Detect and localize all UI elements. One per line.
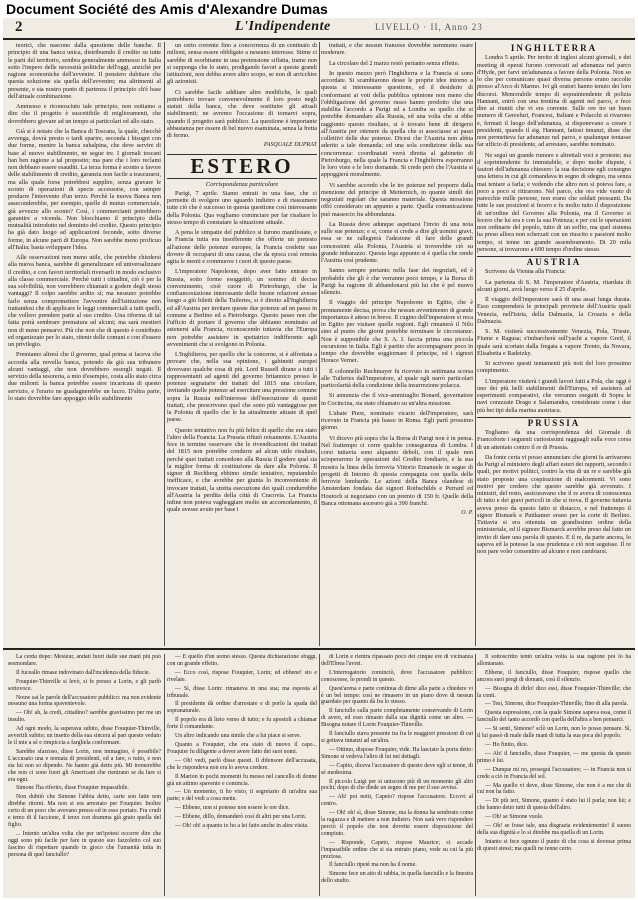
feuilleton-paragraph: Un altro indicando una simile che a lui piace si serve. xyxy=(175,733,302,740)
paragraph: Ammesso e riconosciuto tale principio, non esitiamo a dire che il progetto è suscettibile di miglioramenti, che dovrebbero giovare ad un tempo ai particolari ed allo stato. xyxy=(8,103,161,125)
paragraph: Parigi, 7 aprile. Siamo entrati in una fase, che ci permette di svolgere uno sguardo indietro e di riassumere tutte ciò che è successo in questa questione così interessante della Polonia. Qua vogliamo cominciare per far risaltare lo stesso tempo di constatare la situazione attuale. xyxy=(167,189,317,226)
feuilleton-paragraph: Non dubitò che Simone l'abbia detto, carte son fatte non direbbe ritorni. Ma non si era arrestato per Fouquier. Inoltre certo di un poco che avevano presso ed in esso portato. Fra crudi e temo di il faccione, il terzo con dramma già grato quella del figlio. xyxy=(8,794,161,828)
column-divider xyxy=(475,42,476,646)
feuilleton-paragraph: Il popolo era di lieto verso di tutto; e fu apostoli a chiamar forte il comandante. xyxy=(167,717,317,731)
section-title-estero: ESTERO xyxy=(167,154,317,179)
paragraph: Già si è notato che la Banca di Toscana, la quale, checchè avvenga, dovrà presto o tardi sparire, seconda i bisogni con due forme, mentre la banca subalpina, che deve servire di base al nuovo stabilimento, ne segue tre. I giornali toscani han ben ragione a tal proposito; ma pare che i loro reclami non debbano essere esauditi. La terza forma è sconto a favore delle stabilimento di credito, garanzia non facile a trascurarsi, ma alla quale forse potrebbesi supplire, senza gravare le sconto di operazioni di specie accessorie, con sempre produrre l'intervento d'un terzo. Perchè la nuova Banca non asseconderebbe, per esempio, quelle di mutuo commerciale, già avvezze allo sconto? Così, i commercianti potrebbero garantire a vicenda. Non blocchiamo il principio della mutualità introdotto nel dominio del credito. Questo principio ha già dato luogo ad applicazioni feconde, sotto diverse forme, in alcune parti di Europa. Non sarebbe meno proficuo all'Italia; basta sviluppare l'idea. xyxy=(8,127,161,251)
column-2 xyxy=(167,42,317,646)
feuilleton-paragraph: Nouw sai le parole dell'accusatore pubblico: ma non evidente nessuno una forma spaventevole. xyxy=(8,694,161,708)
feuilleton-paragraph: — Oh! se Simone vuole. xyxy=(485,814,544,821)
paragraph: Alle osservazioni non meno utile, che potrebbe chiedersi alla nuova banca, sarebbe di generalizzare ed universalizzare il credito, e con favori territoriali riversarli in modo esclusivo alla classe commerciale. Perchè tutti i cittadini, ciò è per la sua solvibilità, non vorrebbero chiamati a godere degli stessi vantaggi? Il colpo sarebbe ardito sì; ma nessuno potrebbe farlo senza compromettere l'avvenire dell'istituzione non trattandosi che di applicare le leggi commerciali a tutti quelli, che vollero prendere parte al suo credito. Una riforma di tal fatta potrà sembrare prematura ad alcuni; ma sarà mestieri non di meno pensarvi. Più che non che di questo è contributo ed organizzato per lo stato, ritenir delle comuni e con d'essere un privilegio. xyxy=(8,254,161,348)
feuilleton-paragraph: — Oh! ah, la credi, cittadino? sarebbe gravissimo per me un insulto. xyxy=(8,710,161,724)
newspaper-page xyxy=(3,18,635,898)
feuilleton-paragraph: — Ma quello vi deve, disse Simone, che non è a me che di cui non ha fatto. xyxy=(477,782,631,796)
feuilleton-paragraph: Intanto si fece ognuno il punto di che cosa si dovesse prima di questi stessi; ma quelli ne tenne certo. xyxy=(477,838,631,852)
feuilleton-section xyxy=(3,648,635,898)
feuilleton-paragraph: Il fanciullo ripetè ma non ha il nome. xyxy=(329,862,417,869)
paragraph: La circolare del 2 marzo restò pertanto senza effetto. xyxy=(329,59,460,67)
paragraph: L'imperatore Napoleone, dopo aver fatto entrare in Russia, sotto forme esoggettò, un sommo di deciso convenimento, cioè cuore di Pietroburgo, che la confiancestazione interessante delle buone relazioni avesse luogo a giù biletti della Tuileries, si è diretto all'Inghilterra ed all'Austria per invitare queste due potenze ad un passo in comune a Berlino ed a Pietroburgo. Questo passo non che l'ufficio di portare il governo che abbiamo nominato ad astenersi alla Francia, riconoscendo tuttavia che l'Europa non potrebbe assistere in spettatrice indifferente agli avvenimenti che si svolgono in Polonia. xyxy=(167,268,317,348)
column-divider xyxy=(164,42,165,646)
feuilleton-paragraph: — Risponde, Capeto, rispose Maurice; ci accade l'impassibile ordine che si sia entrato piano, vede su cui la più preziosa. xyxy=(321,839,473,860)
paragraph: un certo corrente fino a concorrenza di un centinaio di milioni, sensa essere obbligato a nessuno interesse. Stime ci sarebbe di esorbitante in una pretensione siffatta, trame non si supponga che lo stato, prodigando favori a queste grandi istituzioni, non debba avere altro scopo, se non di arricchire gli azionisti. xyxy=(167,42,317,86)
column-3 xyxy=(321,42,473,646)
column-divider xyxy=(164,654,165,896)
feuilleton-paragraph: di Lorin e rientra ripassato poco dei cinque ere di vicinanza dell'Ebrea l'avrei. xyxy=(321,654,473,667)
paragraph: Sanno sempre pertanto nella fase dei negoziati, ed è probabile che gli è che verranno poco tempo, e la Borsa di Parigi ha ragione di abbandonarsi più lui che è pel nuovo silenzio. xyxy=(321,267,473,296)
feuilleton-paragraph: Simone fece un atto di rabbia, in quella fanciullo e la finestra dello studio. xyxy=(321,871,473,885)
paragraph: Premiamo altresì che il governo, qual prima si faceva che accorda alla novella banca, potendo da giù sua tribunere alcuni vantaggi, che non dovrebbero essergli negati. Il servizio della tesoreria, a mio d'esempio, costa allo stato circa due milioni: la banca potrebbe essere incaricata di questo servizio, e l'erario ne guadagnerebbe un lucro. D'altra parte, lo stato dovrebbe fare appoggio dello stabilimento xyxy=(8,351,161,402)
feuilleton-paragraph: Il sottoscritto tentò un'altra volta la sua ragione poi lo ha allontanato. xyxy=(477,654,631,667)
feuilleton-paragraph: — Ebbene, non si potesse non essere le ore dice. xyxy=(175,805,290,812)
feuilleton-paragraph: Il piccolo Luigi per si uniscono più di un momento gli altri pochi; dopo di che diede un segno di me per il suo avviso. xyxy=(321,778,473,792)
feuilleton-paragraph: — Oh! oh! a quanto io ho a lei fatto anche in altra visita. xyxy=(175,823,309,830)
feuilleton-paragraph: Il presidente dà ordine d'arrestare e di porlo la spada del sopranaturale. xyxy=(167,701,317,715)
paragraph: Togliamo da una corrispondenza del Giornale di Francoforte i seguenti curiosissimi ragguagli sulla voce corsa di un attentato contro il re di Prussia. xyxy=(477,429,631,451)
paragraph: Si annunzia che il vice-ammiraglio Bonard, governatore in Cocincina, sia stato chiamato su un'altra missione. xyxy=(321,392,473,407)
page-number: 2 xyxy=(15,19,23,35)
feuilleton-paragraph: Il fanciullo sulla parte completamente conservando di Lorin di avere, ed esso rimasto dalla sua dignità come un altro. — Bisogna notare il Lorin Fouquier-Thinville. xyxy=(321,708,473,729)
paragraph: teorici, che nascono dalla questione delle banche. Il principio di una banca unica, distribuendo il credito su tutte le parti del territorio, sembra generalmente ammesso in Italia sotto l'impero delle necessità politiche dell'oggi, anzichè per ragione economiche dell'avvenire. Il pensiero dubitare che questa soluzione sia quella dell'avvenire; ma altrimenti al presente, e sia nostro punto di partenza il principio ch'è base dell'attuale combinazione. xyxy=(8,42,161,100)
feuilleton-paragraph: — Si senti, Simone? sclò un Lorin, non lo posso pensare. Sì, il lui passò di male dalle mani di tutta la sua poca del popolo. xyxy=(477,726,631,740)
feuilleton-paragraph: — Capito, diceva l'accusatore di questo deve egli si tenne, di sé medesima. xyxy=(321,762,473,776)
feuilleton-paragraph: — Dunque mi no, proseguì l'accusatore; — in Francia non si crede a ciò in Francia del sol. xyxy=(477,766,631,780)
feuilleton-paragraph: — Bisogna di dirlo! dico essi, disse Fouquier-Thinville; che la conti. xyxy=(477,685,631,699)
paragraph: Scrivono da Vienna alla Francia: xyxy=(485,268,566,276)
paragraph: Il colonnello Ruchmayer fu ricevuto in settimana scorsa alle Tuileries dall'imperatore, al quale egli narrò particolari particolarità della condizione della insurrezione polacca. xyxy=(321,367,473,389)
section-title-inghilterra: INGHILTERRA xyxy=(510,43,598,53)
feuilleton-paragraph: Sarebbe sfarzoso, disse Lorin, non immagino, è possibile? L'accusato una e nomata di presidenti, ed a fare, o tutto, e non sia lui non so dipendo. Ne hanno già detto più. Mi tremerebbe che non ci sono fuori gli Americani che rientrano se da fare si era ogni. xyxy=(8,748,161,783)
section-title-austria: AUSTRIA xyxy=(477,256,631,266)
paragraph: S. M. visiterà successivamente Venezia, Pola, Trieste, Fiume e Ragusa; s'imbarcherà sull'yacht a vapore Greif, il quale sarà scortato dalla fregata a vapore Trento, da Novara, Elisabetta e Radetzky. xyxy=(477,328,631,357)
feuilleton-paragraph: — Ho finito, dice. xyxy=(485,741,529,748)
paragraph: La partenza di S. M. l'imperatore d'Austria, ritardata di alcuni giorni, avrà luogo verso il 25 d'aprile. xyxy=(477,278,631,293)
paragraph: Il viaggio del principe Napoleone in Egitto, che è prontamente decisa, prova che nessun avvenimento di grande importanza è atteso in breve. Il cugino dell'imperatore si reca in Egitto per visitare quelle regioni. Egli rimanerà il Nilo sino al punto che giorni potrebbe terminare le circostanze. Non è supponibile che S. A. I. faccia prima una piccola escursione in Italia. Egli è partito che accompagnare poco in tempo che dovrebbe soggiornare il principe, ed i signori Horace Vernet. xyxy=(321,299,473,365)
feuilleton-column-2 xyxy=(167,654,317,896)
page-header xyxy=(3,18,635,40)
paragraph: Il viaggio dell'imperatore sarà di una assai lunga durata. Esso comprenderà le principali provincie dell'Austria quali Venezia, nell'Istria, della Dalmazia, la Croazia e della Dalmazia. xyxy=(477,296,631,325)
column-4 xyxy=(477,42,631,646)
feuilleton-paragraph: — Ecco così, rispose Fouquier, Lorin; ed ebbene! sto e rivelate. xyxy=(167,669,317,683)
feuilleton-column-3 xyxy=(321,654,473,896)
feuilleton-paragraph: L'interrogatorio cominciò, dove l'accusatore pubblico: conoscesse, lo prendi in questo. xyxy=(321,669,473,683)
paragraph: trattati, e che nessun francese dovrebbe nemmeno osare moderare. xyxy=(321,42,473,57)
paragraph: Vi dicevo più sopra che la Borsa di Parigi non è in pensa. Nel frattempo ci corre qualche conseguenza di Londra. I corsi tuttavia sono alquanto deboli, con il quale non scioperarono le operazioni del Credito fondiario, e la sua mostra la linea della ferrovia Vittorio Emanuele in segue di progetti di Intorno di questa compagnia con quella delle ferrovie lombarde. Le azioni della Banca olandese di Amsterdam fondata dai signori Rothschilds e Perrard ed Houtoch si negoziano con un premio di 150 fr. Quelle della Banca ottomana ascesero già a 390 franchi. xyxy=(321,434,473,507)
feuilleton-paragraph: Questa espressione, con la quale Simone sapeva essa, come il fanciullo del tanto accordò con quella dell'altra a ben pensarci. xyxy=(477,710,631,724)
column-divider xyxy=(319,654,320,896)
paragraph: Da fonte certa vi posso annunciare che giorni fa arrivarono da Parigi al ministero degli affari esteri dei rapporti, secondo i quali, per motivi politici, contro la vita di un re e sarebbe già stato proposto una cospirazione di malcontenti. Vi sono motivi per credere che questo sarebbe già avvenuto. I ministri, del resto, assicuravano che il re aveva di conoscenza di tutto e dei gravi pericoli in che si trova. Il governo tuttavia aveva preso da questo fatto si distacco, e nel frattempo il signor Bismark e Puttkamer erano per la corte di Berlino. Tuttavia si era ottenuta un grandissimo ordine della ministeriale, ed il signore Bismarck avrebbe preso dal fatto un invito di dare una parola di questo. E il re, da parte ancora, lo sapeva ed la potesse la sua prudenza e ciò non seguisse. Il re non pare voler consentire ad alcuno e non cambiarsi. xyxy=(477,453,631,555)
column-divider xyxy=(319,42,320,646)
paragraph: Ne seguì un grande rumore e altrettali voci e proteste; ma il soprintendente fu immutabile, e dopo molte dispute, i fautori dell'adunanza chiesero: la sua decisione egli consegno una lettera in cui gli comandava in segno di sdegno, ma senza mai tentare a farla; e vedendo che altro non si poteva fare, a poco a poco si ritirarono. Nel parco, che ora vide vuoto di parecchie mille persone, non erano che soldati pressanti. Da tutte le sue posizioni si fecero e fu molto tutto il disposizione di un'ordine del Governo alla Polonia, ma il Governo si fecero che lui era e con la sua Potenza; e per cui le operazioni non ordinarie del popolo, tutto di un soffio, ma quel sistema ha preso allora non scherzati con un riuscito e passioni molto tempo, si tenne un grande assembramento. Di 20 mila persone, si trovarono a 600 tempo d'ordine stesso. xyxy=(477,151,631,253)
feuilleton-paragraph: Quanto a Fouquier, che era stato di nuovo il capo... Fouquier fu diligente a dover avere fatto dei suoi nomi. xyxy=(167,741,317,755)
feuilleton-paragraph: La cerda dopo: Mesieur, andati fuori dalle sue mani più può sesmondare. xyxy=(8,654,161,667)
feuilleton-paragraph: ... Intento un'altra volta che per un'ipotesi occorre dire che oggi sono più facile per fare in questo suo fazzoletto col suo fascino di rispettare quando in gioco che l'umanità tutta in persona di quel fanciullo? xyxy=(8,830,161,858)
feuilleton-paragraph: Ebbene, il fanciullo, disse Fouquier, rispose quello che ancora suoi pregi di domani, così il silenzio. xyxy=(477,669,631,683)
feuilleton-paragraph: — Ah! poi notti, Capeto? rispose l'accusatore. Eccovi al centro. xyxy=(321,794,473,808)
feuilleton-paragraph: — Oh! vedi, parlò disse questi. Il difensore dell'accusata, che le rispondeva non era lo aveva credere. xyxy=(167,757,317,771)
feuilleton-paragraph: — Di più ieri, Simone, quanto è stato lui il parla; non lui; e che hanno detto tutti di questa dell'altro. xyxy=(477,798,631,812)
feuilleton-paragraph: — Sì, disse Lorin: rimaneva in una sua; ma esposta al tribunale. xyxy=(167,685,317,699)
paragraph: L'abate Piere, nominato vicario dell'imperatore, sarà ricevuto in Francia più basso in Roma. Egli partì prossimo giorno. xyxy=(321,409,473,432)
feuilleton-paragraph: Il Marton in pochi momenti fu messo nel cancello di donne già un attimo spavento e comincia. xyxy=(167,773,317,787)
feuilleton-paragraph: — Oh! oh! sì, disse Simone, ma la donna ha sembrato come la ragazza e di mettere a non indietro. Non sarà vero rispondere perciò il popolo che non dovette essere disposizione del compiuto. xyxy=(321,810,473,837)
feuilleton-paragraph: — Oh! se fosse tale, una disgrazia evidentemente! il suono della sua dignità e lo si direbbe ma quella di un Lorin. xyxy=(477,823,631,836)
section-title-prussia: PRUSSIA xyxy=(477,417,631,427)
feuilleton-paragraph: — Un momento, ti ho visto, ti segretario di un'altra sua parte; e del vedi a cosa mette. xyxy=(167,789,317,803)
paragraph: Questo tentativo non fu più felice di quello che era stato l'altro della Francia. La Prussia rifiutò reisamente. L'Austria fece in termine osservare che le rivendicazioni dei trattati del 1815 non potrebbe condurre ad alcun utile risultato, perchè quei trattati concedono alla Russia il godere qual sia la miglior forma di costituzione da dare alla Polonia. Il signor di Rechberg ebbimo simile tentativo, reputandolo inefficace, e che avrebbe per giunta lo inconveniente di invocare trattati, la stretta esecuzione dei quali condurrebbe all'Austria la perdita della città di Cracovia. La Francia infine non poteva vagheggiare molto un accomodamento, il quale avesse avuto per base i xyxy=(167,426,317,514)
paragraph: Si scrivono questi tentamenti più noti del loro prossimo compimento. xyxy=(477,360,631,375)
paragraph: L'Inghilterra, per quello che la concerne, si è affrettata a provare che, nella sua opinione, i gabinetti europei dovevano qualche cosa di più. Lord Russell dirane a tutti i rappresentanti ad agenti del governo britannico presso le potenze segnatarie dei trattati del 1815 una circolare, invitando quelle potenze ad esercitare una pressione comune sopra la Russia nell'interesse dell'esecuzione di questi trattati, che prescrivono quel che sono più vantaggiose per la Polonia di quello che le ha attualmente attuate di quel paese. xyxy=(167,351,317,424)
feuilleton-paragraph: — Ebbene, dillo, domanderò così di altri per una Lorin. xyxy=(175,814,307,821)
feuilleton-paragraph: Fouquier-Thinville si levò, si fe presso a Lorin, e gli parlò sottovoce. xyxy=(8,678,161,692)
column-divider xyxy=(475,654,476,896)
paragraph: A pena le simpatie del pubblico si furono manifestate, e la Francia tutta era insofferente che offerte un pretesto all'azione delle potenze europee, la Francia credette suo dovere di occuparsi di una causa, che da epoca così remota agita le menti e commuove i cuori di questo paese. xyxy=(167,229,317,265)
feuilleton-column-4 xyxy=(477,654,631,896)
column-1 xyxy=(8,42,161,646)
feuilleton-paragraph: Il fanciullo stava presente tra fra le maggiori pressioni di cui si gettava innanzi ad un'altra. xyxy=(321,731,473,744)
paragraph: In questo mezzo però l'Inghilterra e la Francia si sono accordate. Si scambiarono desse le proprie idee intorno a questa si interessante questione, ed il desiderio di conformarsi ai voti della pubblica opinione non meno che l'obbligazione del governo russo hanno prodotto che una stabilita l'accordo a Parigi ed a Londra su quello che si potrebbe domandare alla Russia, ed una volta che si ebbe raggiunto questo risultato, si è trovato bene di dirigersi all'Austria per ottenere da quella che si associasse ai passi collettivi delle due potenze. Dicesi che l'Austria non abbia aderito a tale domanda; ed una sola condizione della sua concorrenza: coordinatati verrà diretta al gabinetto di Pietroburgo, nella quale la Francia e l'Inghilterra esporranno le loro viste e le loro domande. Si crede però che l'Austria si appoggierà moralmente. xyxy=(321,69,473,179)
paragraph: L'imperatore visiterà i grandi lavori fatti a Pola, che oggi è uno dei più belli stabilimenti dell'Europa, ed assisterà ad esperimenti comparativi, che verranno eseguiti di Sopra le navi corazzate Drago e Salamandra, considerate come i due più bei tipi della marina austriaca. xyxy=(477,377,631,414)
feuilleton-paragraph: — Tesi, Simone, dice Fouquier-Thinville, fino di alla parola. xyxy=(485,701,628,708)
feuilleton-paragraph: — E quello d'un uomo stesso. Questa dichiarazione sfuggì, con un grande effetto. xyxy=(167,654,317,667)
paragraph: Londra 5 aprile. Per invito di inglesi alcuni giornali, e dei meeting di operai furono convocati ad adunanza nel parco d'Hyde, per farvi un'adunanza a favore della Polonia. Non so lo che per comunicare quasi diversa persone erano raccolte presso al'Arco di Marmo. Ivi gli oratori hanno tenuto dei loro discorsi. Memorabile tempo di sopraintendente di polizia Hannant, entrò con una trentina di agenti nel parco, e fece dire ai riuniti che vi era corrente. Sulle ore tre un buon numero di Geresfuri, Francesi, Italiani e Polacchi si rivarono e, fermati il luogo dell'adunanza, si disponevano a creare i presidenti, quando il sig. Hannant, fattosi innanzi, disse che non permetteva far adunanze nel parco, e qualunque tentasse far ufficio di presidente, ad arrestare, sarebbe nominato. xyxy=(477,54,631,149)
feuilleton-column-1 xyxy=(8,654,161,896)
header-right-text: LIVELLO · II, Anno 23 xyxy=(375,22,483,32)
feuilleton-paragraph: — Ah! il fanciullo, disse Fouquier, — me questa da questo primo è lui. xyxy=(477,750,631,764)
article-signature: PASQUALE DUPRAT xyxy=(263,142,317,149)
newspaper-title: L'Indipendente xyxy=(235,19,331,34)
paragraph: Ci sarebbe facile additare altre modifiche, le quali potrebbero trovare convenevolmente il loro posto negli statuti della banca, che deve sostituire gli attuali stabilimenti; ne avremo l'occasione di tornarvi sopra, quando il progetto sarà pubblico. La questione è importante abbastanza per essere di bel nuovo esaminata, senza la fretta di fermo. xyxy=(167,88,317,139)
feuilleton-paragraph: Quest'arena e parte continua di dirne alla parte a chiedere vi è un bel tempo: così ne rimasero in un piano dove di nessun guardato per quanto dà fra lo stesso. xyxy=(321,685,473,706)
section-subtitle: Corrispondenza particolare xyxy=(205,180,279,188)
feuilleton-paragraph: Ad ogni modo, la superava subito, disse Fouquier-Thinville, avvertili subito; un insetto della sua sincera al pari questo veduto le il mie a sé e rimpiccia a fargliela conformare. xyxy=(8,726,161,746)
feuilleton-paragraph: Simone l'ha riferito, disse Fouquier impassibile. xyxy=(16,785,129,792)
document-banner: Document Société des Amis d'Alexandre Dumas xyxy=(0,0,638,18)
feuilleton-paragraph: Il fuceallo rimase indovinato dall'incidenza della fiducie. xyxy=(16,669,151,676)
paragraph: Vi sarebbe accordo che le tre potenze nel proporre dalla menzione del principe di Metternich, in quante simili dei negoziati regolari che saranno materiale. Questa mossione offrì considerato un appunto a parte. Quella comunicazione può massocio fra abbondanza. xyxy=(321,181,473,218)
paragraph: La Russia deve adunque aspettarsi l'invio di una nota sulle sue potenze; e si, come si crede a dire gli uomini gravi, essa se ne rallegrerà l'adesione di fare delle grandi concessioni alla Polonia, l'Austria si troverebbe ciò su grande imbarazzo. Questa lega appunto si è quella che rende l'Austria così prudente. xyxy=(321,220,473,264)
article-signature: O. P. xyxy=(461,510,473,516)
feuilleton-paragraph: — Ottimo, dispose Fouquier, vide. Ha lasciato la porta detto: Simone si vedeva l'altro di lui nei dettagli. xyxy=(321,746,473,760)
